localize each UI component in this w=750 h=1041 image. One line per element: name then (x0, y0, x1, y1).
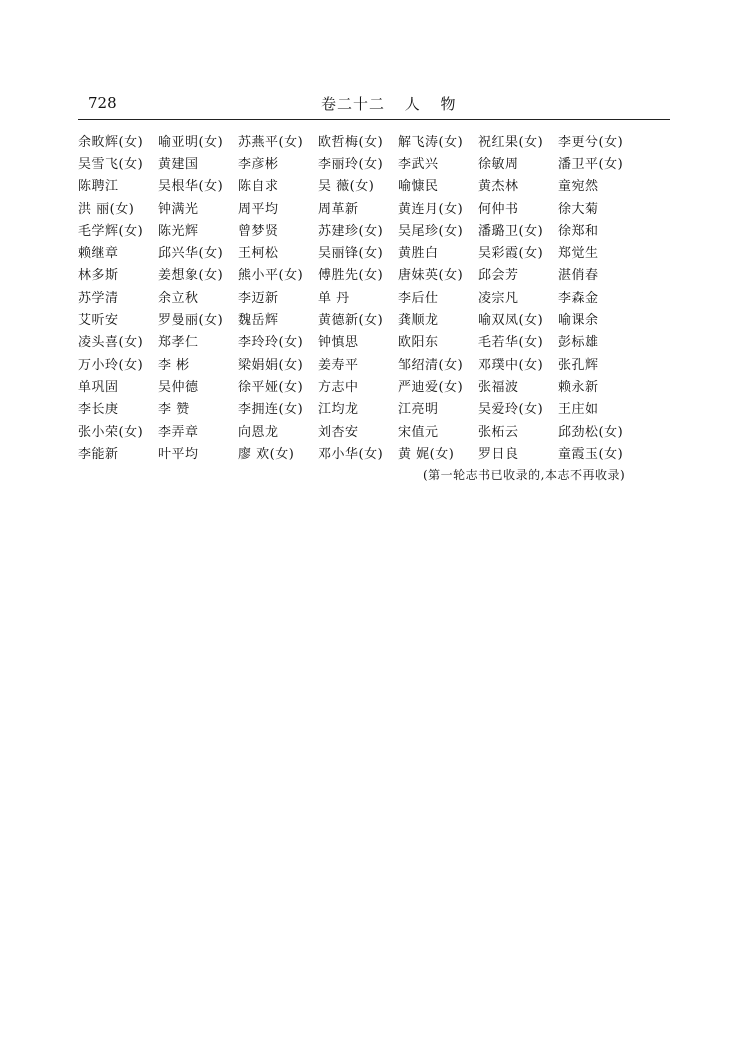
person-name: 喻慷民 (398, 179, 439, 195)
person-name: 唐妹英(女) (398, 268, 464, 284)
person-name: 张柘云 (478, 424, 519, 440)
person-name: 邓小华(女) (318, 446, 384, 462)
name-list (78, 129, 678, 463)
person-name: 吴丽锋(女) (318, 246, 384, 262)
person-name: 江亮明 (398, 402, 439, 418)
person-name: 喻双凤(女) (478, 313, 544, 329)
person-name: 李彦彬 (238, 156, 279, 172)
page-number: 728 (88, 94, 117, 112)
person-name: 李后仕 (398, 290, 439, 306)
person-name: 方志中 (318, 379, 359, 395)
person-name: 梁娟娟(女) (238, 357, 304, 373)
person-name: 刘杏安 (318, 424, 359, 440)
person-name: 李武兴 (398, 156, 439, 172)
person-name: 李弄章 (158, 424, 199, 440)
person-name: 李玲玲(女) (238, 335, 304, 351)
person-name: 郑孝仁 (158, 335, 199, 351)
person-name: 邱兴华(女) (158, 246, 224, 262)
person-name: 喻亚明(女) (158, 134, 224, 150)
person-name: 万小玲(女) (78, 357, 144, 373)
person-name: 凌头喜(女) (78, 335, 144, 351)
name-row (78, 196, 678, 218)
person-name: 罗曼丽(女) (158, 313, 224, 329)
person-name: 张福波 (478, 379, 519, 395)
person-name: 邱会芳 (478, 268, 519, 284)
person-name: 李迈新 (238, 290, 279, 306)
person-name: 周平均 (238, 201, 279, 217)
person-name: 周革新 (318, 201, 359, 217)
person-name: 黄胜白 (398, 246, 439, 262)
person-name: 彭标雄 (558, 335, 599, 351)
person-name: 李 赞 (158, 402, 190, 418)
person-name: 吴爱玲(女) (478, 402, 544, 418)
person-name: 林多斯 (78, 268, 119, 284)
person-name: 李长庚 (78, 402, 119, 418)
person-name: 李更兮(女) (558, 134, 624, 150)
person-name: 洪 丽(女) (78, 201, 135, 217)
person-name: 邱劲松(女) (558, 424, 624, 440)
person-name: 傅胜先(女) (318, 268, 384, 284)
person-name: 苏燕平(女) (238, 134, 304, 150)
person-name: 黄连月(女) (398, 201, 464, 217)
person-name: 余立秋 (158, 290, 199, 306)
person-name: 李 彬 (158, 357, 190, 373)
person-name: 何仲书 (478, 201, 519, 217)
name-row (78, 240, 678, 262)
name-row (78, 263, 678, 285)
person-name: 喻课余 (558, 313, 599, 329)
person-name: 王庄如 (558, 402, 599, 418)
name-row (78, 307, 678, 329)
person-name: 吴尾珍(女) (398, 223, 464, 239)
person-name: 张孔辉 (558, 357, 599, 373)
person-name: 吴雪飞(女) (78, 156, 144, 172)
person-name: 叶平均 (158, 446, 199, 462)
person-name: 吴根华(女) (158, 179, 224, 195)
person-name: 潘璐卫(女) (478, 223, 544, 239)
name-row (78, 285, 678, 307)
person-name: 童宛然 (558, 179, 599, 195)
person-name: 宋值元 (398, 424, 439, 440)
name-row (78, 129, 678, 151)
name-row (78, 374, 678, 396)
person-name: 吴 薇(女) (318, 179, 375, 195)
person-name: 姜寿平 (318, 357, 359, 373)
person-name: 龚顺龙 (398, 313, 439, 329)
person-name: 李拥连(女) (238, 402, 304, 418)
person-name: 苏建珍(女) (318, 223, 384, 239)
person-name: 童霞玉(女) (558, 446, 624, 462)
person-name: 单巩固 (78, 379, 119, 395)
person-name: 苏学清 (78, 290, 119, 306)
person-name: 钟满光 (158, 201, 199, 217)
person-name: 姜想象(女) (158, 268, 224, 284)
name-row (78, 419, 678, 441)
person-name: 江均龙 (318, 402, 359, 418)
name-row (78, 397, 678, 419)
person-name: 魏岳辉 (238, 313, 279, 329)
person-name: 熊小平(女) (238, 268, 304, 284)
person-name: 单 丹 (318, 290, 350, 306)
person-name: 陈聘江 (78, 179, 119, 195)
page-header (78, 94, 670, 116)
person-name: 钟慎思 (318, 335, 359, 351)
person-name: 毛若华(女) (478, 335, 544, 351)
person-name: 湛俏春 (558, 268, 599, 284)
name-row (78, 330, 678, 352)
person-name: 余畋辉(女) (78, 134, 144, 150)
person-name: 黄建国 (158, 156, 199, 172)
name-row (78, 218, 678, 240)
name-row (78, 174, 678, 196)
person-name: 吴彩霞(女) (478, 246, 544, 262)
person-name: 徐平娅(女) (238, 379, 304, 395)
name-row (78, 441, 678, 463)
footnote: (第一轮志书已收录的,本志不再收录) (423, 468, 626, 482)
person-name: 曾梦贤 (238, 223, 279, 239)
person-name: 郑觉生 (558, 246, 599, 262)
person-name: 赖永新 (558, 379, 599, 395)
person-name: 凌宗凡 (478, 290, 519, 306)
header-rule (78, 119, 670, 120)
person-name: 徐敏周 (478, 156, 519, 172)
person-name: 欧哲梅(女) (318, 134, 384, 150)
person-name: 严迪爱(女) (398, 379, 464, 395)
person-name: 陈自求 (238, 179, 279, 195)
person-name: 罗日良 (478, 446, 519, 462)
person-name: 张小荣(女) (78, 424, 144, 440)
person-name: 艾听安 (78, 313, 119, 329)
person-name: 潘卫平(女) (558, 156, 624, 172)
name-row (78, 151, 678, 173)
person-name: 解飞涛(女) (398, 134, 464, 150)
person-name: 向恩龙 (238, 424, 279, 440)
person-name: 陈光辉 (158, 223, 199, 239)
person-name: 邹绍清(女) (398, 357, 464, 373)
person-name: 黄德新(女) (318, 313, 384, 329)
person-name: 邓璞中(女) (478, 357, 544, 373)
person-name: 廖 欢(女) (238, 446, 295, 462)
name-row (78, 352, 678, 374)
person-name: 毛学辉(女) (78, 223, 144, 239)
person-name: 欧阳东 (398, 335, 439, 351)
person-name: 吴仲德 (158, 379, 199, 395)
chapter-title: 卷二十二 人 物 (321, 95, 457, 113)
person-name: 赖继章 (78, 246, 119, 262)
person-name: 李丽玲(女) (318, 156, 384, 172)
person-name: 祝红果(女) (478, 134, 544, 150)
person-name: 徐大菊 (558, 201, 599, 217)
person-name: 王柯松 (238, 246, 279, 262)
person-name: 李森金 (558, 290, 599, 306)
person-name: 李能新 (78, 446, 119, 462)
person-name: 黄杰林 (478, 179, 519, 195)
person-name: 徐郑和 (558, 223, 599, 239)
person-name: 黄 娓(女) (398, 446, 455, 462)
